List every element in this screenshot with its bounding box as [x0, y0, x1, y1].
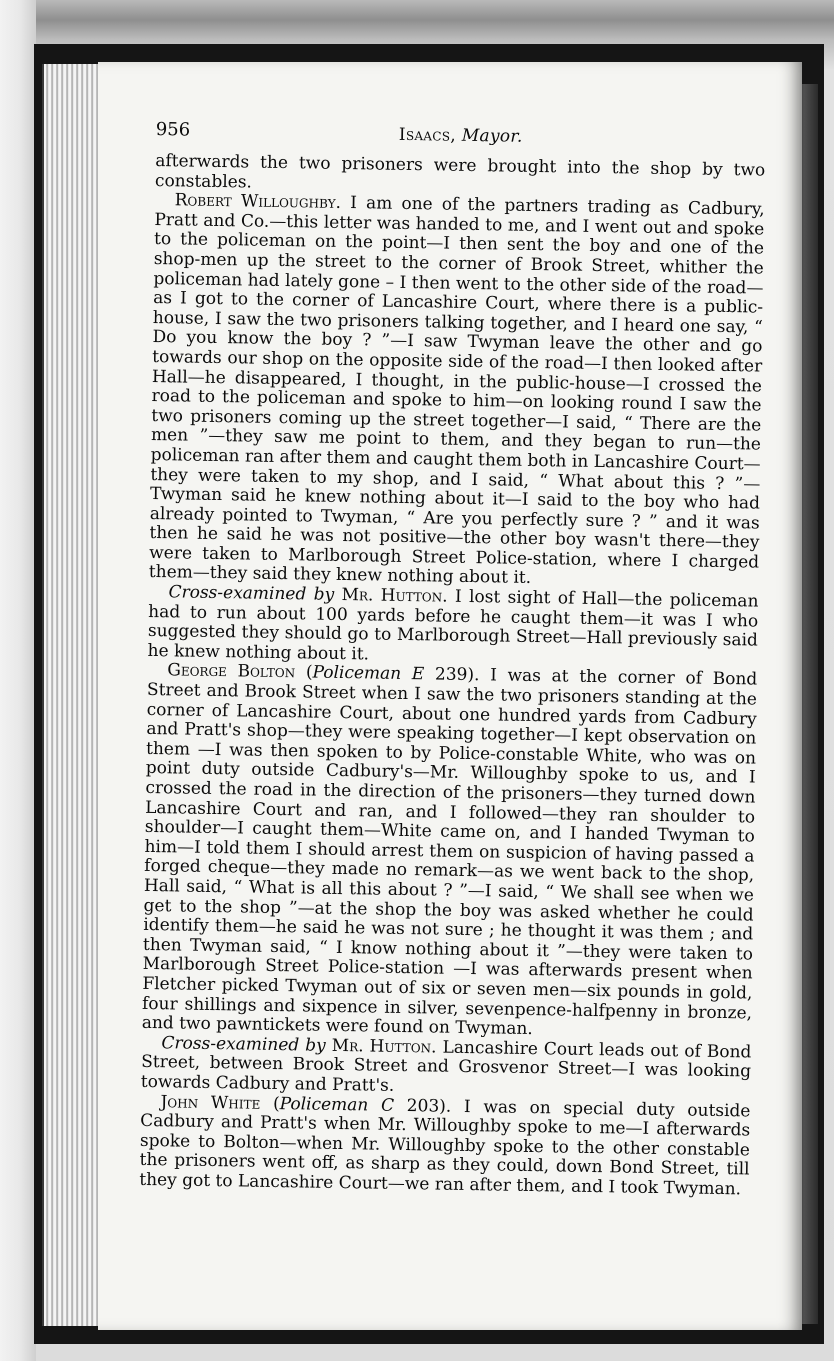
cross-examined-label: Cross-examined by	[161, 1032, 326, 1056]
paragraph-text: Lancashire Court leads out of Bond Street, between Brook Street and Grosvenor Street—I was looking towards Cadbury and Pratt's.	[140, 1037, 752, 1096]
running-head-name: Isaacs,	[398, 124, 457, 146]
page-text-block	[139, 118, 766, 1200]
paragraph-text: afterwards the two prisoners were brought into the shop by two constables.	[154, 150, 766, 193]
speaker-role: Policeman C	[279, 1093, 395, 1116]
cross-examined-label: Cross-examined by	[168, 582, 335, 605]
testimony-willoughby	[149, 191, 765, 592]
speaker-number: 203	[393, 1095, 440, 1117]
running-head	[155, 118, 766, 151]
testimony-white	[139, 1092, 750, 1200]
paren-close: ).	[439, 1096, 452, 1117]
running-head-title: Mayor.	[461, 125, 523, 147]
testimony-bolton	[142, 661, 758, 1043]
examiner-name: Mr. Hutton.	[325, 1035, 437, 1058]
speaker-name: John White	[160, 1091, 261, 1114]
paren-open: (	[295, 662, 313, 683]
examiner-name: Mr. Hutton.	[334, 584, 448, 607]
paren-open: (	[260, 1093, 280, 1114]
cross-examination-1	[147, 583, 758, 671]
speaker-name: Robert Willoughby.	[174, 190, 342, 214]
paragraph-text: I lost sight of Hall—the policeman had to run about 100 yards before he caught them—it was I who suggested they should go to Marlborough Street—Hall previously said he knew nothing about it.	[147, 586, 759, 665]
paragraph-text: I was at the corner of Bond Street and Brook Street when I saw the two prisoners standing at the corner of Lancashire Court, about one hundred yards from Cadbury and Pratt's shop—they were speaking together—I kept observation on them —I was then spoken to by Police-constable White, who was on point duty outside Cadbury's—Mr. Willoughby spoke to us, and I crossed the road in the direction of the prisoners—they turned down Lancashire Court and ran, and I followed—they ran shoulder to shoulder—I caught them—White came on, and I handed Twyman to him—I told them I should arrest them on suspicion of having passed a forged cheque—they made no remark—as we went back to the shop, Hall said, “ What is all this about ? ”—I said, “ We shall see when we get to the shop ”—at the shop the boy was asked whether he could identify them—he said he was not sure ; he thought it was them ; and then Twyman said, “ I know nothing about it ”—they were taken to Marlborough Street Police-station —I was afterwards present when Fletcher picked Twyman out of six or seven men—six pounds in gold, four shillings and sixpence in silver, sevenpence-halfpenny in bronze, and two pawntickets were found on Twyman.	[141, 665, 758, 1040]
scan-margin	[0, 0, 36, 1361]
paren-close: ).	[467, 665, 480, 686]
cross-examination-2	[141, 1034, 752, 1102]
speaker-name: George Bolton	[167, 660, 296, 683]
paragraph-text: I am one of the partners trading as Cadbury, Pratt and Co.—this letter was handed to me, and I went out and spoke to the policeman on the point—I then sent the boy and one of the shop-men up the street to the corner of Brook Street, whither the policeman had lately gone – I then went to the other side of the road—as I got to the corner of Lancashire Court, where there is a public-house, I saw the two prisoners talking together, and I heard one say, “ Do you know the boy ? ”—I saw Twyman leave the other and go towards our shop on the opposite side of the road—I then looked after Hall—he disappeared, I thought, in the public-house—I crossed the road to the policeman and spoke to him—on looking round I saw the two prisoners coming up the street together—I said, “ There are the men ”—they saw me point to them, and they began to run—the policeman ran after them and caught them both in Lancashire Court—they were taken to my shop, and I said, “ What about this ? ”—Twyman said he knew nothing about it—I said to the boy who had already pointed to Twyman, “ Are you perfectly sure ? ” and it was then he said he was not positive—the other boy wasn't there—they were taken to Marlborough Street Police-station, where I charged them—they said they knew nothing about it.	[148, 193, 765, 589]
speaker-role: Policeman E	[312, 662, 425, 685]
speaker-number: 239	[424, 664, 468, 686]
paragraph-text: I was on special duty outside Cadbury and Pratt's when Mr. Willoughby spoke to me—I afterwards spoke to Bolton—when Mr. Willoughby spoke to the other constable the prisoners went off, as sharp as they could, down Bond Street, till they got to Lancashire Court—we ran after them, and I took Twyman.	[139, 1096, 751, 1200]
page-edges	[42, 64, 106, 1326]
book-page	[98, 62, 802, 1330]
page-number: 956	[155, 118, 191, 141]
